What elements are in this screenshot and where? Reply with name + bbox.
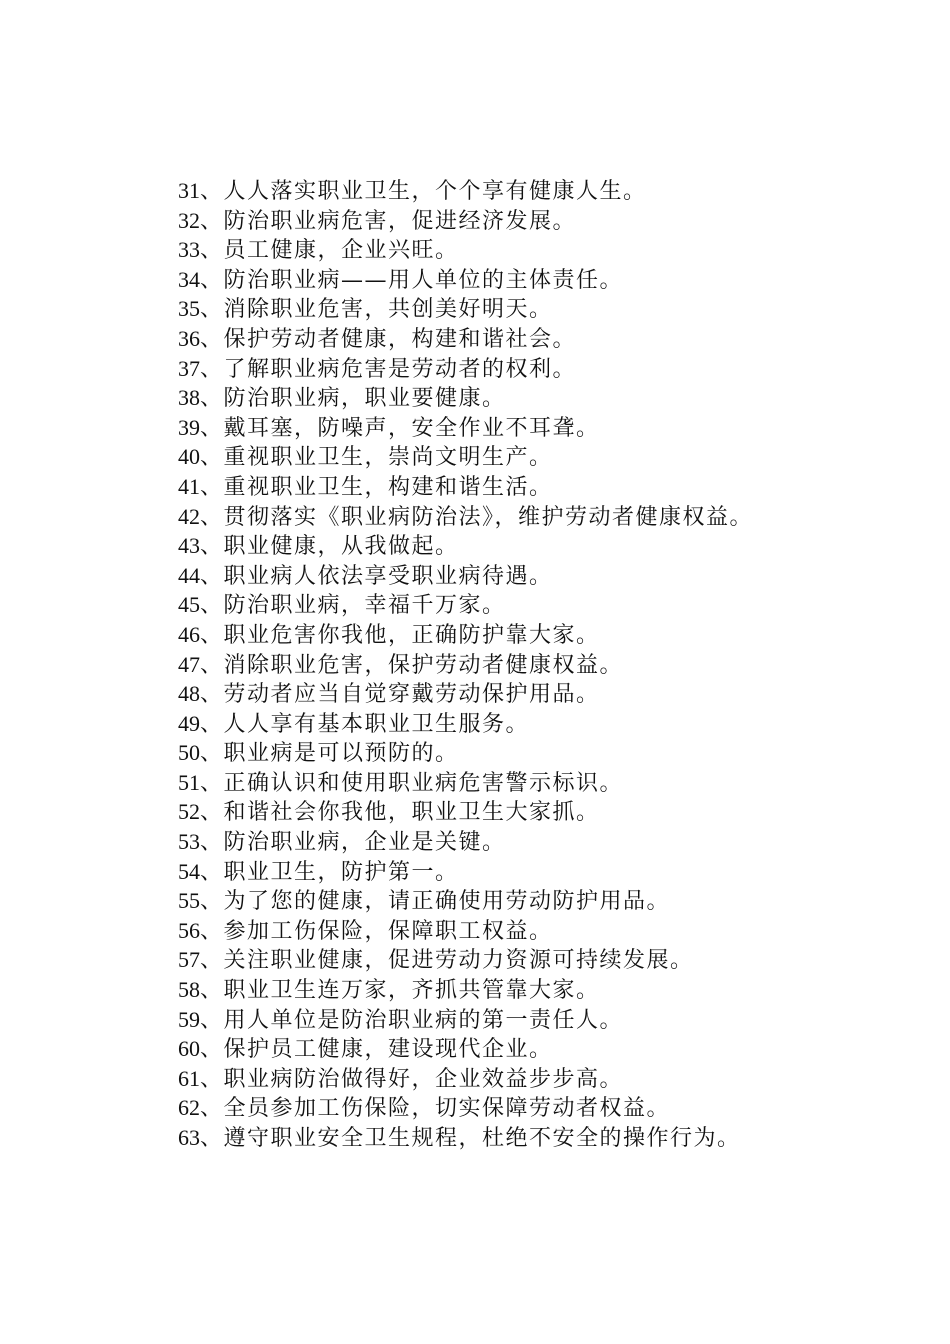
slogan-text: 戴耳塞，防噪声，安全作业不耳聋。 xyxy=(223,415,600,441)
slogan-text: 为了您的健康，请正确使用劳动防护用品。 xyxy=(223,889,671,915)
slogan-number: 58 xyxy=(178,977,200,1003)
slogan-number: 57 xyxy=(178,947,200,973)
slogan-number: 56 xyxy=(178,917,200,943)
slogan-text: 职业卫生连万家，齐抓共管靠大家。 xyxy=(223,978,600,1004)
slogan-item xyxy=(178,561,753,591)
slogan-separator: 、 xyxy=(200,1007,224,1033)
slogan-item xyxy=(178,1005,753,1035)
slogan-text: 人人享有基本职业卫生服务。 xyxy=(223,711,530,737)
slogan-item xyxy=(178,206,753,236)
slogan-item xyxy=(178,945,753,975)
slogan-text: 正确认识和使用职业病危害警示标识。 xyxy=(223,770,624,796)
slogan-list xyxy=(178,176,753,1153)
slogan-number: 39 xyxy=(178,414,200,440)
slogan-number: 63 xyxy=(178,1125,200,1150)
slogan-separator: 、 xyxy=(200,593,224,619)
slogan-separator: 、 xyxy=(200,978,224,1004)
slogan-separator: 、 xyxy=(200,918,224,944)
slogan-text: 关注职业健康，促进劳动力资源可持续发展。 xyxy=(223,948,694,974)
slogan-number: 33 xyxy=(178,237,200,263)
slogan-number: 54 xyxy=(178,858,200,884)
slogan-item xyxy=(178,294,753,324)
slogan-number: 34 xyxy=(178,266,200,292)
slogan-text: 职业健康，从我做起。 xyxy=(223,534,459,560)
slogan-separator: 、 xyxy=(200,1066,224,1092)
slogan-text: 重视职业卫生，崇尚文明生产。 xyxy=(223,445,553,471)
slogan-number: 40 xyxy=(178,444,200,470)
slogan-text: 消除职业危害，共创美好明天。 xyxy=(223,297,553,323)
slogan-text: 职业病是可以预防的。 xyxy=(223,741,459,767)
slogan-item xyxy=(178,679,753,709)
slogan-item xyxy=(178,975,753,1005)
slogan-number: 53 xyxy=(178,829,200,855)
slogan-number: 61 xyxy=(178,1065,200,1091)
slogan-separator: 、 xyxy=(200,1126,224,1151)
slogan-separator: 、 xyxy=(200,948,224,974)
slogan-number: 31 xyxy=(178,178,200,203)
slogan-item xyxy=(178,797,753,827)
slogan-item xyxy=(178,235,753,265)
slogan-number: 62 xyxy=(178,1095,200,1121)
slogan-separator: 、 xyxy=(200,889,224,915)
slogan-text: 防治职业病，企业是关键。 xyxy=(223,830,506,856)
slogan-text: 保护员工健康，建设现代企业。 xyxy=(223,1037,553,1063)
slogan-item xyxy=(178,472,753,502)
slogan-item xyxy=(178,916,753,946)
slogan-number: 35 xyxy=(178,296,200,322)
slogan-item xyxy=(178,176,753,206)
slogan-separator: 、 xyxy=(200,830,224,856)
slogan-text: 了解职业病危害是劳动者的权利。 xyxy=(223,356,577,382)
slogan-text: 参加工伤保险，保障职工权益。 xyxy=(223,918,553,944)
slogan-item xyxy=(178,620,753,650)
slogan-number: 55 xyxy=(178,888,200,914)
slogan-item xyxy=(178,1034,753,1064)
slogan-item xyxy=(178,324,753,354)
slogan-separator: 、 xyxy=(200,356,224,382)
slogan-separator: 、 xyxy=(200,622,224,648)
slogan-number: 38 xyxy=(178,385,200,411)
slogan-text: 人人落实职业卫生，个个享有健康人生。 xyxy=(223,179,647,204)
slogan-item xyxy=(178,768,753,798)
slogan-separator: 、 xyxy=(200,859,224,885)
slogan-separator: 、 xyxy=(200,682,224,708)
slogan-item xyxy=(178,857,753,887)
slogan-text: 遵守职业安全卫生规程，杜绝不安全的操作行为。 xyxy=(223,1126,741,1151)
slogan-text: 职业病防治做得好，企业效益步步高。 xyxy=(223,1066,624,1092)
slogan-separator: 、 xyxy=(200,741,224,767)
slogan-text: 贯彻落实《职业病防治法》，维护劳动者健康权益。 xyxy=(223,504,754,530)
slogan-item xyxy=(178,1123,753,1153)
slogan-separator: 、 xyxy=(200,1096,224,1122)
slogan-separator: 、 xyxy=(200,1037,224,1063)
slogan-number: 51 xyxy=(178,769,200,795)
slogan-text: 消除职业危害，保护劳动者健康权益。 xyxy=(223,652,624,678)
slogan-number: 47 xyxy=(178,651,200,677)
slogan-text: 防治职业病，幸福千万家。 xyxy=(223,593,506,619)
slogan-item xyxy=(178,650,753,680)
slogan-number: 37 xyxy=(178,355,200,381)
slogan-number: 50 xyxy=(178,740,200,766)
slogan-text: 全员参加工伤保险，切实保障劳动者权益。 xyxy=(223,1096,671,1122)
slogan-separator: 、 xyxy=(200,800,224,826)
slogan-text: 保护劳动者健康，构建和谐社会。 xyxy=(223,326,577,352)
slogan-number: 49 xyxy=(178,710,200,736)
slogan-text: 防治职业病危害，促进经济发展。 xyxy=(223,208,577,234)
slogan-number: 45 xyxy=(178,592,200,618)
slogan-separator: 、 xyxy=(200,267,224,293)
slogan-text: 劳动者应当自觉穿戴劳动保护用品。 xyxy=(223,682,600,708)
slogan-text: 和谐社会你我他，职业卫生大家抓。 xyxy=(223,800,600,826)
slogan-text: 职业卫生，防护第一。 xyxy=(223,859,459,885)
slogan-number: 52 xyxy=(178,799,200,825)
slogan-number: 42 xyxy=(178,503,200,529)
slogan-number: 36 xyxy=(178,325,200,351)
slogan-separator: 、 xyxy=(200,563,224,589)
slogan-separator: 、 xyxy=(200,238,224,264)
slogan-text: 员工健康，企业兴旺。 xyxy=(223,238,459,264)
slogan-separator: 、 xyxy=(200,534,224,560)
slogan-number: 44 xyxy=(178,562,200,588)
slogan-separator: 、 xyxy=(200,504,224,530)
slogan-item xyxy=(178,1093,753,1123)
slogan-item xyxy=(178,709,753,739)
slogan-item xyxy=(178,502,753,532)
slogan-item xyxy=(178,265,753,295)
slogan-separator: 、 xyxy=(200,474,224,500)
slogan-item xyxy=(178,738,753,768)
slogan-text: 用人单位是防治职业病的第一责任人。 xyxy=(223,1007,624,1033)
slogan-text: 职业病人依法享受职业病待遇。 xyxy=(223,563,553,589)
slogan-text: 防治职业病，职业要健康。 xyxy=(223,386,506,412)
slogan-number: 59 xyxy=(178,1006,200,1032)
slogan-separator: 、 xyxy=(200,415,224,441)
slogan-separator: 、 xyxy=(200,445,224,471)
slogan-separator: 、 xyxy=(200,208,224,234)
slogan-separator: 、 xyxy=(200,297,224,323)
slogan-number: 48 xyxy=(178,681,200,707)
slogan-number: 32 xyxy=(178,207,200,233)
slogan-item xyxy=(178,442,753,472)
slogan-item xyxy=(178,590,753,620)
slogan-text: 重视职业卫生，构建和谐生活。 xyxy=(223,474,553,500)
slogan-separator: 、 xyxy=(200,652,224,678)
slogan-text: 防治职业病——用人单位的主体责任。 xyxy=(223,267,624,293)
slogan-number: 46 xyxy=(178,621,200,647)
slogan-item xyxy=(178,1064,753,1094)
slogan-item xyxy=(178,531,753,561)
slogan-number: 43 xyxy=(178,533,200,559)
slogan-item xyxy=(178,886,753,916)
slogan-separator: 、 xyxy=(200,711,224,737)
slogan-number: 60 xyxy=(178,1036,200,1062)
slogan-number: 41 xyxy=(178,473,200,499)
slogan-item xyxy=(178,383,753,413)
slogan-separator: 、 xyxy=(200,179,224,204)
slogan-item xyxy=(178,827,753,857)
slogan-item xyxy=(178,354,753,384)
slogan-separator: 、 xyxy=(200,326,224,352)
slogan-text: 职业危害你我他，正确防护靠大家。 xyxy=(223,622,600,648)
slogan-separator: 、 xyxy=(200,770,224,796)
slogan-item xyxy=(178,413,753,443)
slogan-separator: 、 xyxy=(200,386,224,412)
